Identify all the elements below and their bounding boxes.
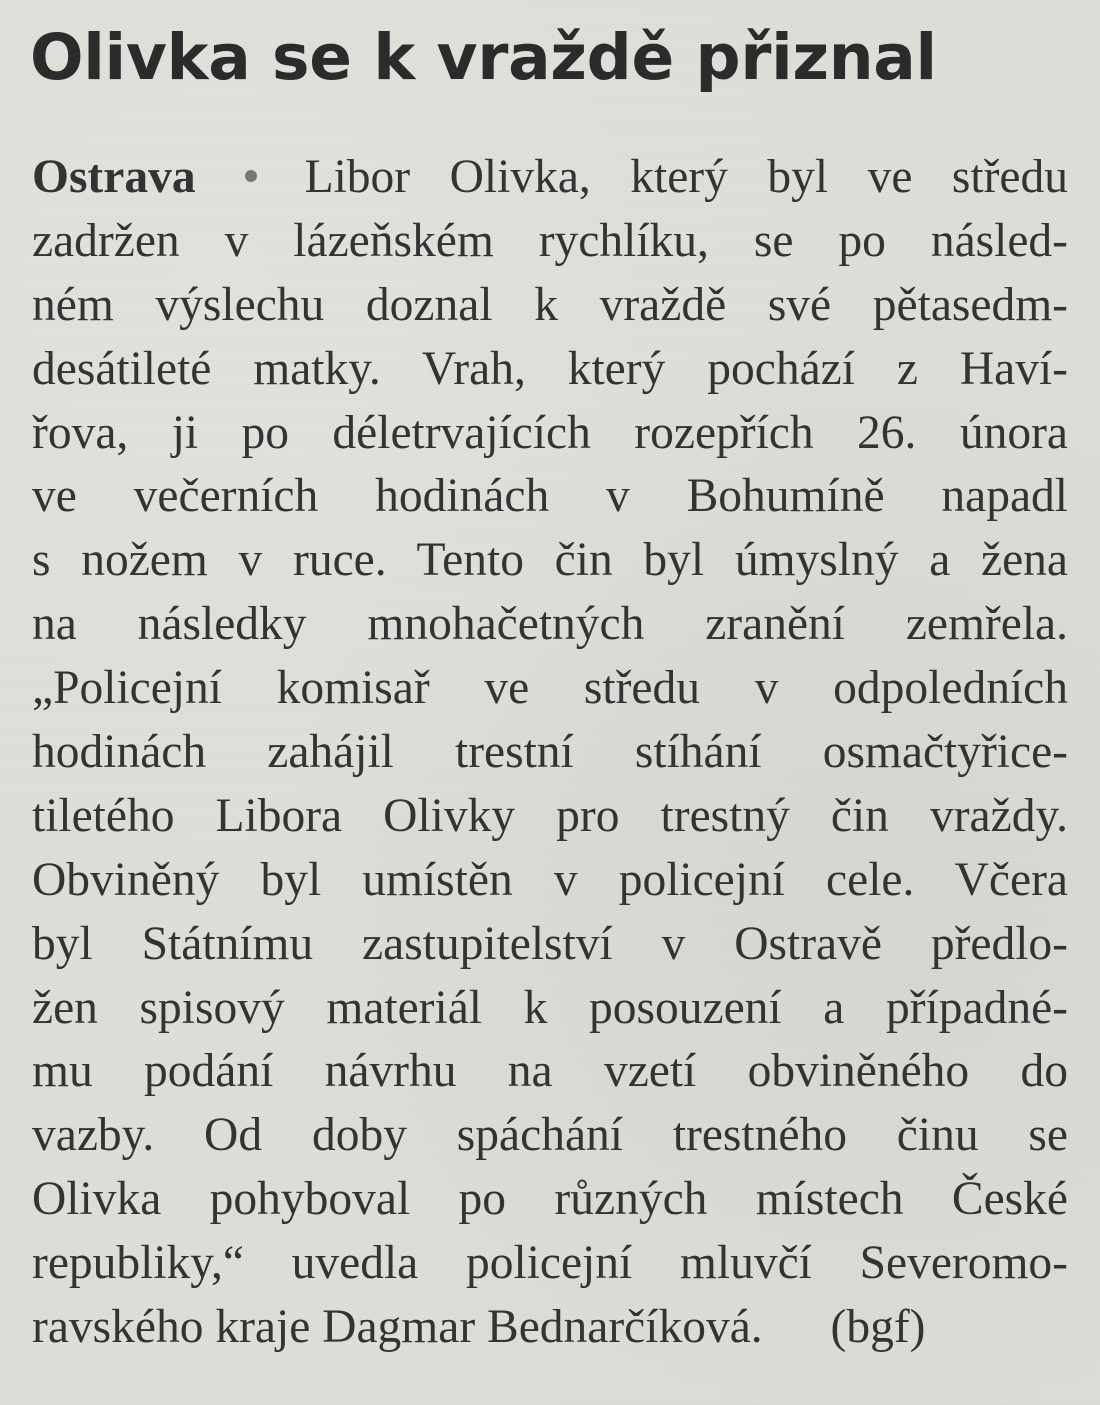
article-headline: Olivka se k vraždě přiznal bbox=[30, 21, 937, 94]
article-line: ném výslechu doznal k vraždě své pětasedm- bbox=[32, 278, 1068, 331]
article-line bbox=[32, 146, 1068, 210]
article-line-text: ravského kraje Dagmar Bednarčíková. bbox=[32, 1301, 763, 1354]
article-line-text: Libor Olivka, který byl ve středu bbox=[304, 151, 1068, 203]
article-line: hodinách zahájil trestní stíhání osmačtyřice- bbox=[32, 726, 1068, 779]
article-line: tiletého Libora Olivky pro trestný čin vraždy. bbox=[32, 789, 1068, 842]
article-line: vazby. Od doby spáchání trestného činu se bbox=[32, 1109, 1068, 1162]
article-line: Obviněný byl umístěn v policejní cele. Včera bbox=[32, 853, 1068, 906]
article-body bbox=[32, 146, 1068, 1360]
article-last-line bbox=[32, 1296, 1068, 1360]
article-line: ve večerních hodinách v Bohumíně napadl bbox=[32, 470, 1068, 523]
article-line: řova, ji po déletrvajících rozepřích 26. února bbox=[32, 406, 1068, 459]
article-line: na následky mnohačetných zranění zemřela. bbox=[32, 598, 1068, 651]
article-line: „Policejní komisař ve středu v odpoledních bbox=[32, 662, 1068, 715]
article-line: s nožem v ruce. Tento čin byl úmyslný a žena bbox=[32, 534, 1068, 587]
dateline: Ostrava bbox=[32, 151, 196, 203]
bullet-icon bbox=[245, 170, 257, 182]
article-line: žen spisový materiál k posouzení a případné- bbox=[32, 981, 1068, 1034]
article-line: Olivka pohyboval po různých místech České bbox=[32, 1173, 1068, 1226]
article-line: desátileté matky. Vrah, který pochází z Haví- bbox=[32, 342, 1068, 395]
author-signature: (bgf) bbox=[830, 1301, 926, 1354]
article-line: zadržen v lázeňském rychlíku, se po násled- bbox=[32, 214, 1068, 267]
article-line: republiky,“ uvedla policejní mluvčí Severomo- bbox=[32, 1237, 1068, 1290]
article-line: byl Státnímu zastupitelství v Ostravě předlo- bbox=[32, 917, 1068, 970]
article-line: mu podání návrhu na vzetí obviněného do bbox=[32, 1045, 1068, 1098]
